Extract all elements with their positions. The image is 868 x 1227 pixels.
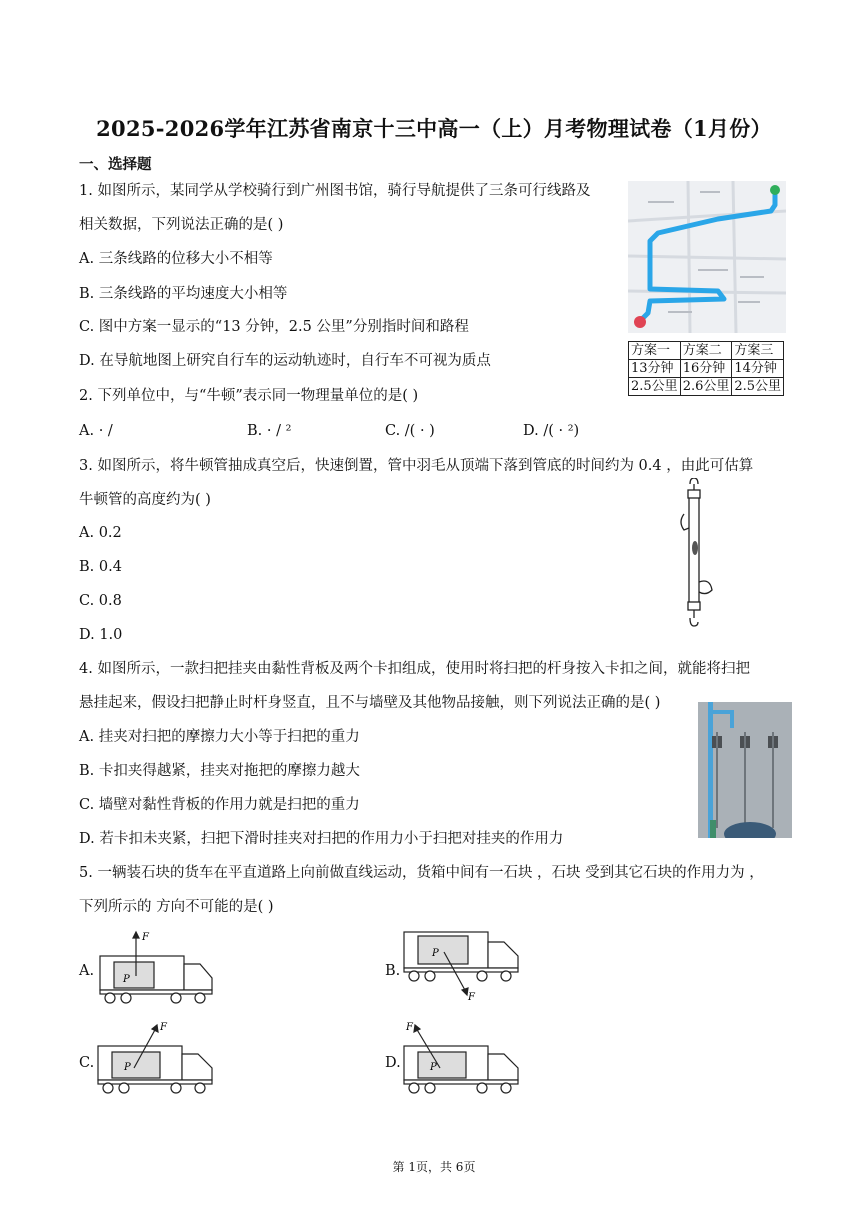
force-label: F <box>406 1022 413 1033</box>
page-title: 2025-2026学年江苏省南京十三中高一（上）月考物理试卷（1月份） <box>96 116 772 141</box>
q2-option-a: A. · / <box>79 423 113 439</box>
q3-stem-line2: 牛顿管的高度约为( ) <box>79 492 211 508</box>
route-table-cell: 方案二 <box>680 342 732 360</box>
q5-stem-line1: 5. 一辆装石块的货车在平直道路上向前做直线运动，货箱中间有一石块 ，石块 受到其它石块的作用力为 ， <box>79 865 764 881</box>
q1-stem-line1: 1. 如图所示，某同学从学校骑行到广州图书馆，骑行导航提供了三条可行线路及 <box>79 183 591 199</box>
q4-stem-line1: 4. 如图所示，一款扫把挂夹由黏性背板及两个卡扣组成，使用时将扫把的杆身按入卡扣之间，就能将扫把 <box>79 661 750 677</box>
stone-label: P <box>432 948 439 959</box>
q3-option-a: A. 0.2 <box>79 525 122 541</box>
route-table <box>628 341 784 396</box>
q3-option-d: D. 1.0 <box>79 627 123 643</box>
q1-option-b: B. 三条线路的平均速度大小相等 <box>79 286 288 302</box>
broom-clip-photo <box>698 702 792 838</box>
q4-option-d: D. 若卡扣未夹紧，扫把下滑时挂夹对扫把的作用力小于扫把对挂夹的作用力 <box>79 831 564 847</box>
q4-stem-line2: 悬挂起来，假设扫把静止时杆身竖直，且不与墙壁及其他物品接触，则下列说法正确的是( ) <box>79 695 661 711</box>
q3-stem-line1: 3. 如图所示，将牛顿管抽成真空后，快速倒置，管中羽毛从顶端下落到管底的时间约为 0.4 ，由此可估算 <box>79 458 754 474</box>
navigation-map-image <box>628 181 786 333</box>
q1-option-d: D. 在导航地图上研究自行车的运动轨迹时，自行车不可视为质点 <box>79 353 491 369</box>
section-heading: 一、选择题 <box>79 156 152 173</box>
q5-stem-line2: 下列所示的 方向不可能的是( ) <box>79 899 274 915</box>
q1-option-c: C. 图中方案一显示的“13 分钟，2.5 公里”分别指时间和路程 <box>79 319 469 335</box>
force-label: F <box>468 992 475 1003</box>
truck-diagram-d <box>402 1016 524 1100</box>
route-table-cell: 2.5公里 <box>629 378 681 396</box>
route-table-row <box>629 378 784 396</box>
route-table-cell: 14分钟 <box>732 360 784 378</box>
route-table-row <box>629 360 784 378</box>
route-table-cell: 方案三 <box>732 342 784 360</box>
truck-diagram-c <box>96 1016 218 1100</box>
stone-label: P <box>430 1062 437 1073</box>
q2-stem: 2. 下列单位中，与“牛顿”表示同一物理量单位的是( ) <box>79 388 419 404</box>
page-footer: 第 1页，共 6页 <box>392 1160 476 1174</box>
newton-tube-image <box>676 478 716 630</box>
q2-option-c: C. /( · ) <box>385 423 435 439</box>
q1-stem-line2: 相关数据，下列说法正确的是( ) <box>79 217 284 233</box>
route-table-cell: 2.5公里 <box>732 378 784 396</box>
q5-option-a-label: A. <box>79 963 95 979</box>
route-table-row <box>629 342 784 360</box>
route-table-cell: 2.6公里 <box>680 378 732 396</box>
q5-option-d-label: D. <box>385 1055 401 1071</box>
stone-label: P <box>124 1062 131 1073</box>
q4-option-c: C. 墙壁对黏性背板的作用力就是扫把的重力 <box>79 797 360 813</box>
q3-option-b: B. 0.4 <box>79 559 122 575</box>
truck-diagram-a <box>96 922 218 1006</box>
route-table-cell: 13分钟 <box>629 360 681 378</box>
stone-label: P <box>123 974 130 985</box>
q5-option-c-label: C. <box>79 1055 95 1071</box>
q5-option-b-label: B. <box>385 963 401 979</box>
q4-option-b: B. 卡扣夹得越紧，挂夹对拖把的摩擦力越大 <box>79 763 360 779</box>
q1-option-a: A. 三条线路的位移大小不相等 <box>79 251 273 267</box>
force-label: F <box>160 1022 167 1033</box>
q2-option-b: B. · / ² <box>247 423 292 439</box>
route-table-cell: 16分钟 <box>680 360 732 378</box>
force-label: F <box>142 932 149 943</box>
q2-option-d: D. /( · ²) <box>523 423 580 439</box>
q3-option-c: C. 0.8 <box>79 593 122 609</box>
q4-option-a: A. 挂夹对扫把的摩擦力大小等于扫把的重力 <box>79 729 360 745</box>
truck-diagram-b <box>402 922 524 1006</box>
route-table-cell: 方案一 <box>629 342 681 360</box>
